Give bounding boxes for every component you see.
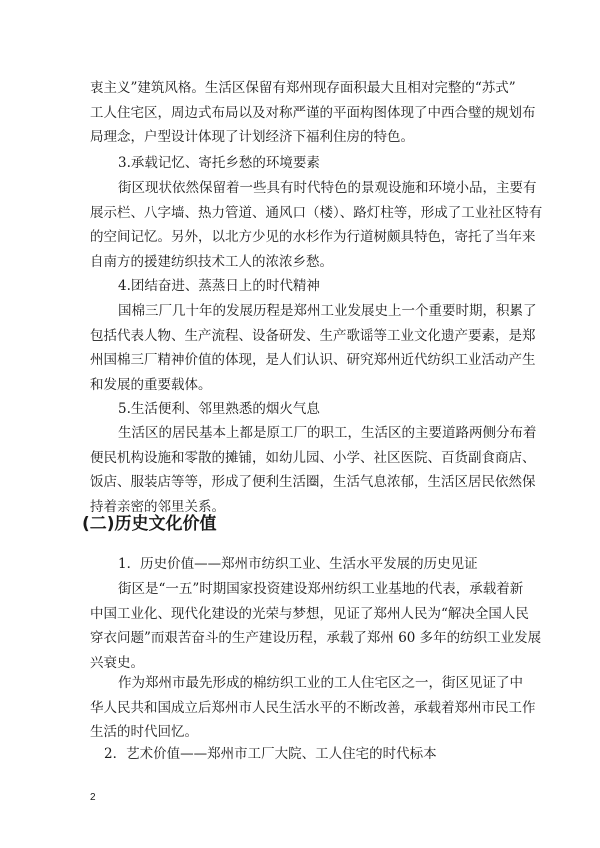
text-line: 作为郑州市最先形成的棉纺织工业的工人住宅区之一，街区见证了中 — [118, 675, 523, 691]
text-line: 展示栏、八字墙、热力管道、通风口（楼）、路灯柱等，形成了工业社区特有 — [90, 204, 543, 221]
paragraph-history-1 — [90, 577, 548, 675]
text-line: 包括代表人物、生产流程、设备研发、生产歌谣等工业文化遗产要素，是郑 — [90, 327, 536, 344]
subheading-art-value: 2．艺术价值——郑州市工厂大院、工人住宅的时代标本 — [104, 746, 437, 762]
paragraph-daily-life — [90, 421, 548, 519]
text-line: 持着亲密的邻里关系。 — [90, 498, 225, 515]
paragraph-environment — [90, 176, 548, 274]
text-line: 街区是“一五”时期国家投资建设郑州纺织工业基地的代表，承载着新 — [118, 581, 524, 597]
paragraph-history-2 — [90, 671, 548, 745]
paragraph-architecture — [90, 76, 536, 150]
text-line: 的空间记忆。另外，以北方少见的水杉作为行道树颇具特色，寄托了当年来 — [90, 229, 536, 245]
text-line: 中国工业化、现代化建设的光荣与梦想，见证了郑州人民为“解决全国人民 — [90, 605, 529, 622]
text-line: 饭店、服装店等等，形成了便利生活圈，生活气息浓郁，生活区居民依然保 — [90, 474, 536, 490]
text-line: 国棉三厂几十年的发展历程是郑州工业发展史上一个重要时期，积累了 — [118, 303, 537, 319]
text-line: 自南方的援建纺织技术工人的浓浓乡愁。 — [90, 253, 333, 270]
subheading-3: 3.承载记忆、寄托乡愁的环境要素 — [118, 155, 320, 171]
subheading-historical-value: 1．历史价值——郑州市纺织工业、生活水平发展的历史见证 — [118, 556, 478, 572]
text-line: 街区现状依然保留着一些具有时代特色的景观设施和环境小品，主要有 — [118, 180, 537, 196]
subheading-4: 4.团结奋进、蒸蒸日上的时代精神 — [118, 278, 320, 294]
text-line: 便民机构设施和零散的摊铺，如幼儿园、小学、社区医院、百货副食商店、 — [90, 449, 536, 466]
text-line: 生活的时代回忆。 — [90, 724, 198, 740]
text-line: 兴衰史。 — [90, 654, 144, 671]
section-heading: (二)历史文化价值 — [82, 514, 217, 534]
text-line: 衷主义”建筑风格。生活区保留有郑州现存面积最大且相对完整的“苏式” — [90, 80, 516, 96]
subheading-5: 5.生活便利、邻里熟悉的烟火气息 — [118, 401, 320, 417]
text-line: 州国棉三厂精神价值的体现，是人们认识、研究郑州近代纺织工业活动产生 — [90, 352, 536, 368]
text-line: 局理念，户型设计体现了计划经济下福利住房的特色。 — [90, 129, 414, 145]
text-line: 和发展的重要载体。 — [90, 376, 212, 393]
paragraph-spirit — [90, 299, 548, 397]
text-line: 生活区的居民基本上都是原工厂的职工，生活区的主要道路两侧分布着 — [118, 425, 537, 441]
text-line: 工人住宅区，周边式布局以及对称严谨的平面构图体现了中西合璧的规划布 — [90, 104, 536, 121]
text-line: 华人民共和国成立后郑州市人民生活水平的不断改善，承载着郑州市民工作 — [90, 699, 536, 716]
page-number: 2 — [90, 792, 96, 803]
text-line: 穿衣问题”而艰苦奋斗的生产建设历程，承载了郑州 60 多年的纺织工业发展 — [90, 630, 542, 646]
